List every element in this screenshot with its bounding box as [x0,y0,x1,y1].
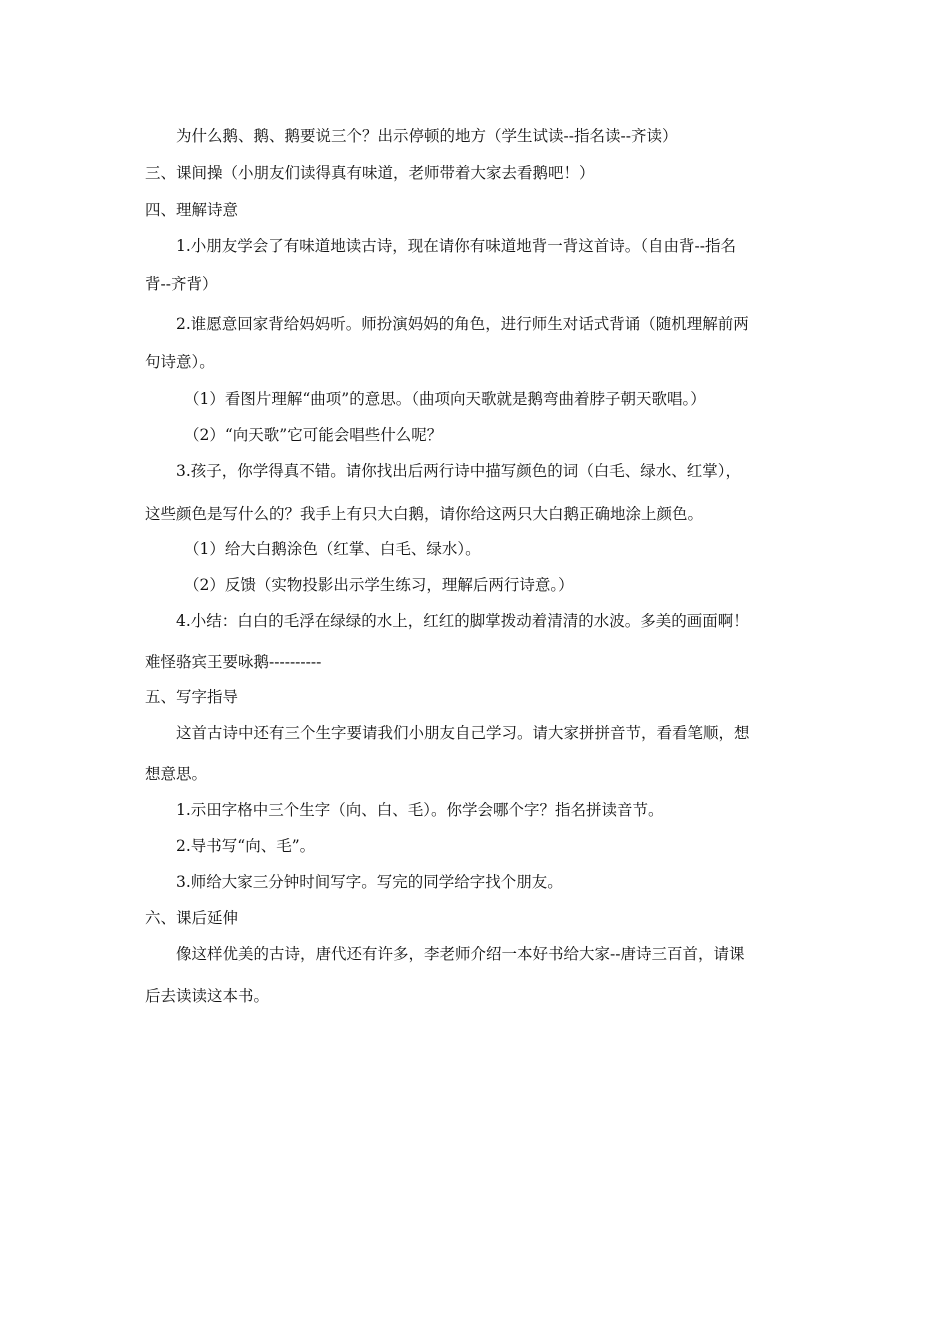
paragraph-line: 这些颜色是写什么的？我手上有只大白鹅，请你给这两只大白鹅正确地涂上颜色。 [145,505,704,523]
section-heading-4: 四、理解诗意 [145,201,239,219]
section-heading-5: 五、写字指导 [145,688,239,706]
paragraph-line: 4.小结：白白的毛浮在绿绿的水上，红红的脚掌拨动着清清的水波。多美的画面啊！ [176,612,749,630]
paragraph-line: 像这样优美的古诗，唐代还有许多，李老师介绍一本好书给大家--唐诗三百首，请课 [176,945,745,963]
paragraph-line: 想意思。 [145,765,208,783]
paragraph-line: 1.示田字格中三个生字（向、白、毛）。你学会哪个字？指名拼读音节。 [176,801,664,819]
paragraph-line: 1.小朋友学会了有味道地读古诗，现在请你有味道地背一背这首诗。（自由背--指名 [176,237,737,255]
paragraph-line: 2.导书写“向、毛”。 [176,837,316,855]
paragraph-line: （2）“向天歌”它可能会唱些什么呢？ [184,426,443,444]
paragraph-line: 为什么鹅、鹅、鹅要说三个？出示停顿的地方（学生试读--指名读--齐读） [176,127,678,145]
paragraph-line: 句诗意）。 [145,353,215,371]
paragraph-line: 背--齐背） [145,275,218,293]
paragraph-line: （1）看图片理解“曲项”的意思。（曲项向天歌就是鹅弯曲着脖子朝天歌唱。） [184,390,706,408]
section-heading-3: 三、课间操（小朋友们读得真有味道，老师带着大家去看鹅吧！） [145,164,595,182]
paragraph-line: 这首古诗中还有三个生字要请我们小朋友自己学习。请大家拼拼音节，看看笔顺，想 [176,724,750,742]
paragraph-line: （2）反馈（实物投影出示学生练习，理解后两行诗意。） [184,576,574,594]
paragraph-line: 3.师给大家三分钟时间写字。写完的同学给字找个朋友。 [176,873,563,891]
paragraph-line: （1）给大白鹅涂色（红掌、白毛、绿水）。 [184,540,481,558]
paragraph-line: 3.孩子，你学得真不错。请你找出后两行诗中描写颜色的词（白毛、绿水、红掌）， [176,462,742,480]
paragraph-line: 2.谁愿意回家背给妈妈听。师扮演妈妈的角色，进行师生对话式背诵（随机理解前两 [176,315,749,333]
section-heading-6: 六、课后延伸 [145,909,239,927]
paragraph-line: 难怪骆宾王要咏鹅---------- [145,653,322,671]
paragraph-line: 后去读读这本书。 [145,987,270,1005]
